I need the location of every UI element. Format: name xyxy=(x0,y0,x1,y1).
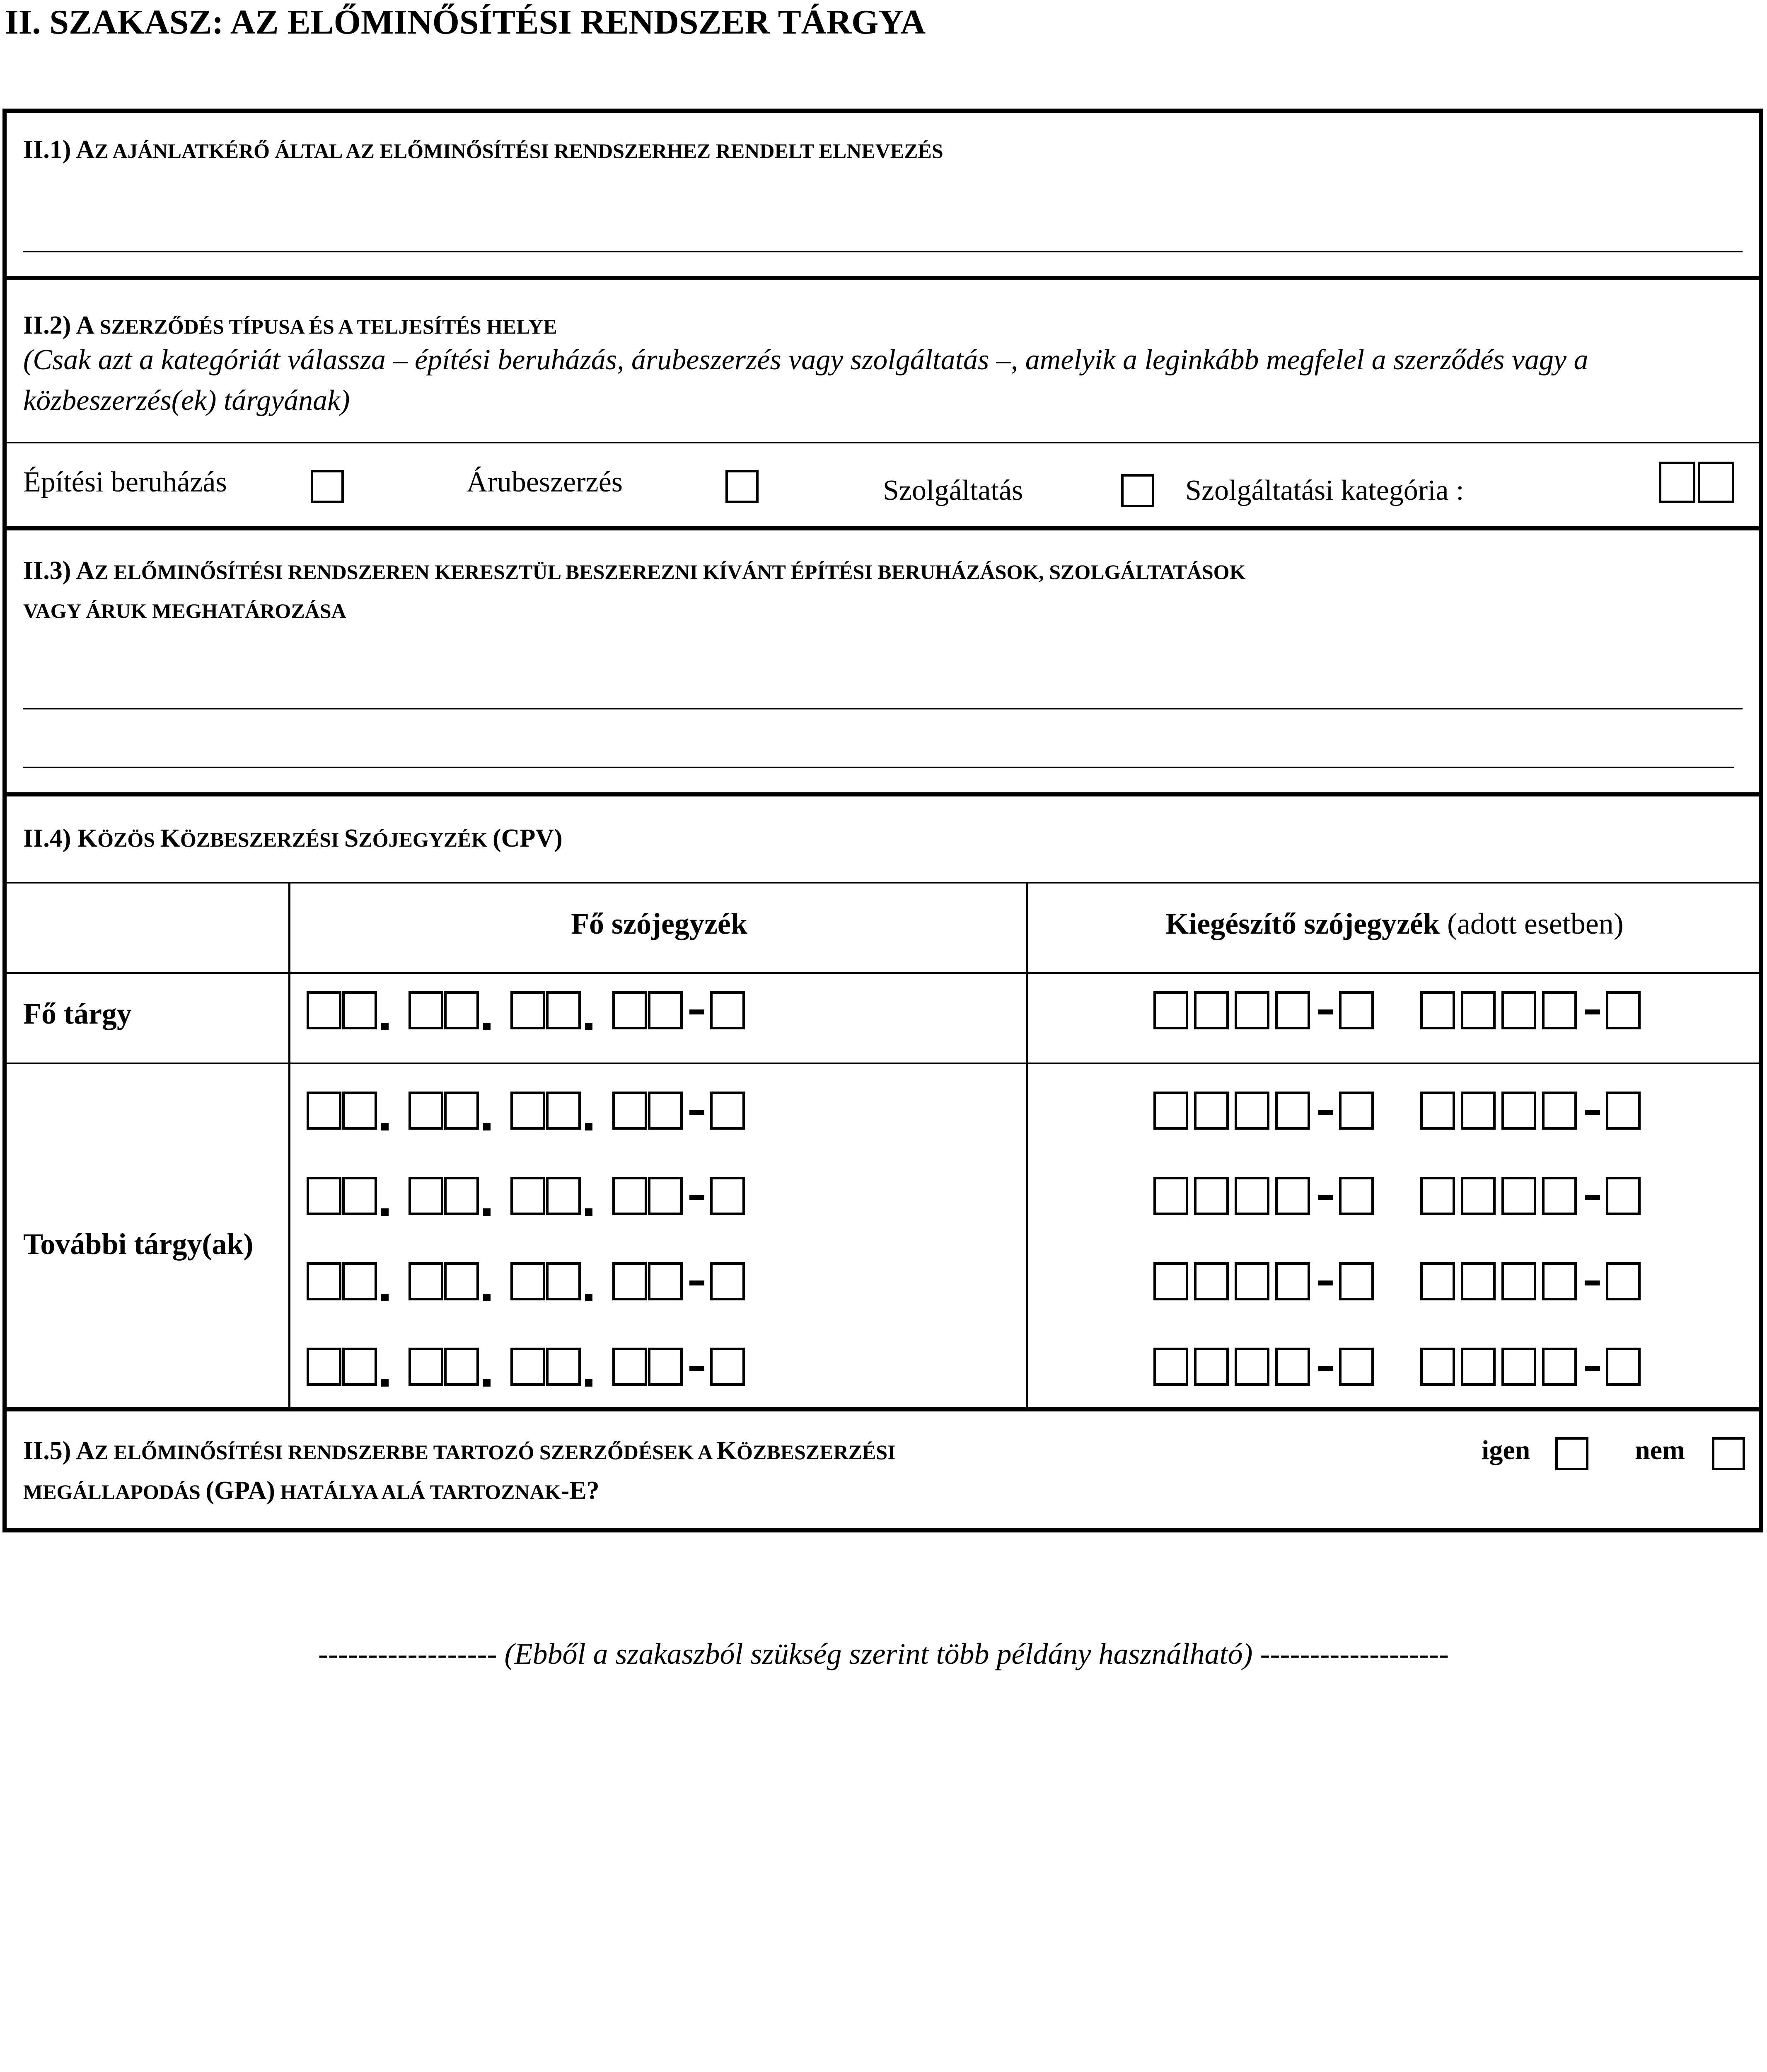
main-cpv-code xyxy=(307,1177,762,1218)
row-main-object: Fő tárgy xyxy=(23,997,132,1030)
code-digit-box[interactable] xyxy=(710,991,745,1029)
gpa-yes-label: igen xyxy=(1482,1435,1530,1465)
code-digit-box[interactable] xyxy=(1153,1348,1188,1386)
code-digit-box[interactable] xyxy=(1501,1348,1536,1386)
code-separator-dash xyxy=(1318,1280,1333,1285)
main-cpv-code xyxy=(307,1262,762,1304)
code-digit-box[interactable] xyxy=(1501,1092,1536,1130)
code-digit-box[interactable] xyxy=(1339,1092,1374,1130)
supplementary-cpv-code xyxy=(1420,1262,1652,1304)
code-separator-dot xyxy=(483,1208,491,1216)
heading-ii3: II.3) AZ ELŐMINŐSÍTÉSI RENDSZEREN KERESZTÜL BESZEREZNI KÍVÁNT ÉPÍTÉSI BERUHÁZÁSOK, SZOLGÁLTATÁSOK xyxy=(23,557,1246,585)
code-digit-box[interactable] xyxy=(409,991,443,1029)
code-digit-box[interactable] xyxy=(1235,991,1269,1029)
code-digit-box[interactable] xyxy=(1339,1177,1374,1215)
code-digit-box[interactable] xyxy=(1339,991,1374,1029)
code-separator-dot xyxy=(585,1023,592,1030)
code-separator-dot xyxy=(381,1294,389,1301)
code-separator-dash xyxy=(689,1009,704,1014)
code-digit-box[interactable] xyxy=(510,1262,545,1300)
table-col-divider xyxy=(1026,882,1028,1410)
code-separator-dash xyxy=(1585,1195,1600,1200)
code-digit-box[interactable] xyxy=(546,1177,581,1215)
divider xyxy=(7,792,1759,796)
code-digit-box[interactable] xyxy=(307,991,341,1029)
code-digit-box[interactable] xyxy=(1420,991,1455,1029)
code-separator-dash xyxy=(1318,1009,1333,1014)
code-digit-box[interactable] xyxy=(342,1348,377,1386)
description-line-2[interactable] xyxy=(23,767,1734,768)
code-digit-box[interactable] xyxy=(1542,1177,1577,1215)
heading-ii2: II.2) A SZERZŐDÉS TÍPUSA ÉS A TELJESÍTÉS HELYE xyxy=(23,311,557,339)
code-separator-dot xyxy=(483,1123,491,1130)
code-digit-box[interactable] xyxy=(1194,1092,1229,1130)
table-col-divider xyxy=(288,882,290,1410)
code-digit-box[interactable] xyxy=(612,1262,647,1300)
code-digit-box[interactable] xyxy=(409,1262,443,1300)
divider xyxy=(7,972,1759,974)
code-digit-box[interactable] xyxy=(612,1348,647,1386)
code-separator-dash xyxy=(689,1366,704,1371)
code-separator-dash xyxy=(1318,1195,1333,1200)
service-category-label: Szolgáltatási kategória : xyxy=(1185,474,1464,506)
gpa-no-checkbox[interactable] xyxy=(1712,1437,1745,1470)
code-separator-dash xyxy=(689,1110,704,1115)
code-digit-box[interactable] xyxy=(409,1092,443,1130)
code-digit-box[interactable] xyxy=(1420,1177,1455,1215)
category-note: (Csak azt a kategóriát válassza – építési beruházás, árubeszerzés vagy szolgáltatás –, amelyik a leginkább megfelel a szerződés vagy a közbeszerzés(ek) tárgyának) xyxy=(23,344,1588,416)
code-digit-box[interactable] xyxy=(546,1092,581,1130)
heading-ii5-cont: MEGÁLLAPODÁS (GPA) HATÁLYA ALÁ TARTOZNAK-E? xyxy=(23,1477,599,1505)
code-digit-box[interactable] xyxy=(1501,991,1536,1029)
code-digit-box[interactable] xyxy=(1235,1348,1269,1386)
code-digit-box[interactable] xyxy=(1153,1092,1188,1130)
code-separator-dot xyxy=(381,1023,389,1030)
code-digit-box[interactable] xyxy=(1606,1348,1641,1386)
supplementary-cpv-code xyxy=(1153,1348,1385,1389)
code-digit-box[interactable] xyxy=(1275,991,1310,1029)
code-digit-box[interactable] xyxy=(510,1177,545,1215)
code-digit-box[interactable] xyxy=(546,991,581,1029)
code-digit-box[interactable] xyxy=(648,991,683,1029)
code-separator-dash xyxy=(1585,1110,1600,1115)
supplementary-cpv-code xyxy=(1420,1092,1652,1133)
main-cpv-code xyxy=(307,1348,762,1389)
code-digit-box[interactable] xyxy=(648,1177,683,1215)
code-digit-box[interactable] xyxy=(444,1348,479,1386)
option-supplies-label: Árubeszerzés xyxy=(467,466,623,498)
code-separator-dash xyxy=(1585,1280,1600,1285)
form-frame xyxy=(2,109,1763,1532)
code-digit-box[interactable] xyxy=(444,1177,479,1215)
code-digit-box[interactable] xyxy=(1501,1177,1536,1215)
code-digit-box[interactable] xyxy=(1235,1262,1269,1300)
code-digit-box[interactable] xyxy=(1606,1177,1641,1215)
code-digit-box[interactable] xyxy=(1461,991,1496,1029)
code-digit-box[interactable] xyxy=(1606,1092,1641,1130)
code-separator-dot xyxy=(585,1208,592,1216)
code-digit-box[interactable] xyxy=(648,1348,683,1386)
option-works-label: Építési beruházás xyxy=(23,466,227,498)
col-supplementary-vocabulary: Kiegészítő szójegyzék (adott esetben) xyxy=(1165,907,1624,940)
code-digit-box[interactable] xyxy=(1542,991,1577,1029)
code-separator-dash xyxy=(689,1195,704,1200)
code-digit-box[interactable] xyxy=(1420,1262,1455,1300)
code-digit-box[interactable] xyxy=(1542,1262,1577,1300)
heading-ii5: II.5) AZ ELŐMINŐSÍTÉSI RENDSZERBE TARTOZÓ SZERZŐDÉSEK A KÖZBESZERZÉSI xyxy=(23,1437,896,1465)
code-digit-box[interactable] xyxy=(710,1262,745,1300)
code-digit-box[interactable] xyxy=(1194,991,1229,1029)
option-services-label: Szolgáltatás xyxy=(883,474,1023,506)
section-title: II. SZAKASZ: AZ ELŐMINŐSÍTÉSI RENDSZER TÁRGYA xyxy=(5,3,926,41)
code-digit-box[interactable] xyxy=(510,1092,545,1130)
main-cpv-code xyxy=(307,1092,762,1133)
divider xyxy=(7,1063,1759,1064)
code-digit-box[interactable] xyxy=(409,1177,443,1215)
code-digit-box[interactable] xyxy=(510,1348,545,1386)
code-separator-dot xyxy=(483,1023,491,1030)
code-digit-box[interactable] xyxy=(342,1092,377,1130)
code-digit-box[interactable] xyxy=(1461,1177,1496,1215)
code-digit-box[interactable] xyxy=(612,1177,647,1215)
gpa-yes-checkbox[interactable] xyxy=(1555,1437,1588,1470)
code-separator-dot xyxy=(381,1123,389,1130)
divider xyxy=(7,276,1759,280)
code-digit-box[interactable] xyxy=(1420,1092,1455,1130)
code-separator-dot xyxy=(483,1379,491,1387)
code-digit-box[interactable] xyxy=(1542,1092,1577,1130)
code-digit-box[interactable] xyxy=(1194,1348,1229,1386)
code-digit-box[interactable] xyxy=(1461,1348,1496,1386)
code-separator-dot xyxy=(585,1123,592,1130)
code-digit-box[interactable] xyxy=(546,1262,581,1300)
heading-ii4: II.4) KÖZÖS KÖZBESZERZÉSI SZÓJEGYZÉK (CPV) xyxy=(23,824,563,852)
code-digit-box[interactable] xyxy=(648,1262,683,1300)
code-separator-dash xyxy=(1585,1009,1600,1014)
col-main-vocabulary: Fő szójegyzék xyxy=(571,907,747,940)
code-digit-box[interactable] xyxy=(1153,1177,1188,1215)
row-additional-objects: További tárgy(ak) xyxy=(23,1227,254,1261)
code-digit-box[interactable] xyxy=(1275,1177,1310,1215)
supplementary-cpv-code xyxy=(1153,1177,1385,1218)
code-digit-box[interactable] xyxy=(1153,991,1188,1029)
code-digit-box[interactable] xyxy=(1606,1262,1641,1300)
code-separator-dot xyxy=(381,1208,389,1216)
supplementary-cpv-code xyxy=(1153,1092,1385,1133)
service-category-digit-2[interactable] xyxy=(1698,462,1734,503)
code-digit-box[interactable] xyxy=(1606,991,1641,1029)
code-digit-box[interactable] xyxy=(1235,1177,1269,1215)
divider xyxy=(7,1407,1759,1411)
code-digit-box[interactable] xyxy=(444,991,479,1029)
multiple-copies-note: ------------------ (Ebből a szakaszból szükség szerint több példány használható) ------------------- xyxy=(318,1637,1449,1670)
code-digit-box[interactable] xyxy=(1235,1092,1269,1130)
code-separator-dot xyxy=(585,1294,592,1301)
services-checkbox[interactable] xyxy=(1121,474,1154,507)
code-digit-box[interactable] xyxy=(1194,1262,1229,1300)
code-digit-box[interactable] xyxy=(1153,1262,1188,1300)
code-digit-box[interactable] xyxy=(1542,1348,1577,1386)
code-digit-box[interactable] xyxy=(546,1348,581,1386)
code-digit-box[interactable] xyxy=(444,1092,479,1130)
code-separator-dash xyxy=(1318,1110,1333,1115)
code-digit-box[interactable] xyxy=(648,1092,683,1130)
code-digit-box[interactable] xyxy=(1275,1092,1310,1130)
divider xyxy=(7,442,1759,443)
code-digit-box[interactable] xyxy=(1501,1262,1536,1300)
code-digit-box[interactable] xyxy=(444,1262,479,1300)
code-digit-box[interactable] xyxy=(710,1092,745,1130)
code-digit-box[interactable] xyxy=(1339,1262,1374,1300)
heading-ii3-cont: VAGY ÁRUK MEGHATÁROZÁSA xyxy=(23,599,346,622)
code-digit-box[interactable] xyxy=(710,1348,745,1386)
code-separator-dot xyxy=(585,1379,592,1387)
heading-ii1: II.1) AZ AJÁNLATKÉRŐ ÁLTAL AZ ELŐMINŐSÍTÉSI RENDSZERHEZ RENDELT ELNEVEZÉS xyxy=(23,136,943,164)
code-digit-box[interactable] xyxy=(710,1177,745,1215)
supplies-checkbox[interactable] xyxy=(725,470,759,503)
code-digit-box[interactable] xyxy=(1275,1262,1310,1300)
divider xyxy=(7,882,1759,884)
supplementary-cpv-code xyxy=(1420,991,1652,1033)
code-digit-box[interactable] xyxy=(409,1348,443,1386)
divider xyxy=(7,526,1759,530)
code-separator-dot xyxy=(483,1294,491,1301)
supplementary-cpv-code xyxy=(1153,1262,1385,1304)
code-digit-box[interactable] xyxy=(1461,1092,1496,1130)
code-digit-box[interactable] xyxy=(307,1092,341,1130)
supplementary-cpv-code xyxy=(1153,991,1385,1033)
service-category-digit-1[interactable] xyxy=(1659,462,1695,503)
code-digit-box[interactable] xyxy=(307,1262,341,1300)
code-digit-box[interactable] xyxy=(510,991,545,1029)
supplementary-cpv-code xyxy=(1420,1177,1652,1218)
code-digit-box[interactable] xyxy=(1461,1262,1496,1300)
gpa-no-label: nem xyxy=(1635,1435,1685,1465)
supplementary-cpv-code xyxy=(1420,1348,1652,1389)
code-separator-dash xyxy=(1585,1366,1600,1371)
code-digit-box[interactable] xyxy=(342,1177,377,1215)
code-digit-box[interactable] xyxy=(307,1348,341,1386)
code-digit-box[interactable] xyxy=(342,1262,377,1300)
code-digit-box[interactable] xyxy=(1194,1177,1229,1215)
code-digit-box[interactable] xyxy=(342,991,377,1029)
works-checkbox[interactable] xyxy=(311,470,344,503)
code-digit-box[interactable] xyxy=(612,991,647,1029)
code-digit-box[interactable] xyxy=(1275,1348,1310,1386)
code-separator-dot xyxy=(381,1379,389,1387)
code-digit-box[interactable] xyxy=(307,1177,341,1215)
main-cpv-code xyxy=(307,991,762,1033)
code-digit-box[interactable] xyxy=(612,1092,647,1130)
code-digit-box[interactable] xyxy=(1339,1348,1374,1386)
code-separator-dash xyxy=(1318,1366,1333,1371)
code-separator-dash xyxy=(689,1280,704,1285)
code-digit-box[interactable] xyxy=(1420,1348,1455,1386)
title-entry-line[interactable] xyxy=(23,251,1743,252)
description-line-1[interactable] xyxy=(23,708,1743,709)
